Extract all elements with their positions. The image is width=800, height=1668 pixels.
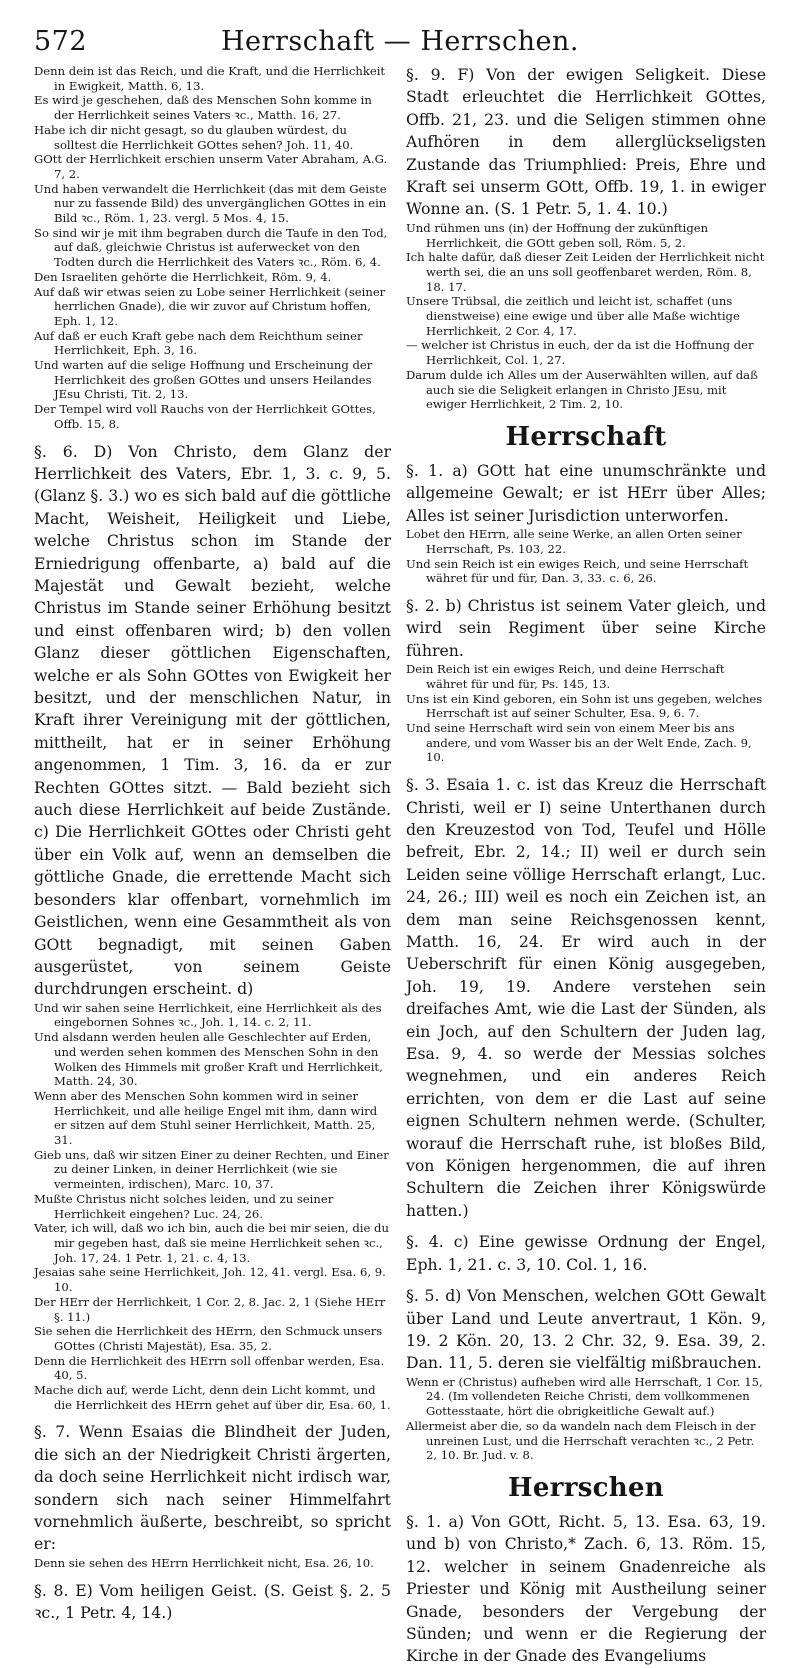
section-heading: Herrschen [507,1472,665,1503]
scripture-quote: Und seine Herrschaft wird sein von einem Meer bis ans andere, und vom Wasser bis an der Welt Ende, Zach. 9, 10. [406,721,752,765]
scripture-quote: Den Israeliten gehörte die Herrlichkeit, Röm. 9, 4. [34,269,332,284]
scripture-quote: Und alsdann werden heulen alle Geschlechter auf Erden, und werden sehen kommen des Menschen Sohn in den Wolken des Himmels mit großer Kraft und Herrlichkeit, Matth. 24, 30. [34,1030,383,1089]
left-column [34,64,391,1668]
section-paragraph: §. 7. Wenn Esaias die Blindheit der Juden, die sich an der Niedrigkeit Christi ärgerten, da doch seine Herrlichkeit nicht irdisch war, sondern sich nach seiner Himmelfahrt vornehmlich äußerte, beschreibt, so spricht er: [34,1422,391,1554]
scripture-quote: Allermeist aber die, so da wandeln nach dem Fleisch in der unreinen Lust, und die Herrschaft verachten ꝛc., 2 Petr. 2, 10. Br. Jud. v. 8. [406,1418,756,1463]
scripture-quote: Und wir sahen seine Herrlichkeit, eine Herrlichkeit als des eingebornen Sohnes ꝛc., Joh. 1, 14. c. 2, 11. [34,1000,382,1030]
scripture-quote: Ich halte dafür, daß dieser Zeit Leiden der Herrlichkeit nicht werth sei, die an uns soll geoffenbaret werden, Röm. 8, 18. 17. [406,250,765,294]
scripture-quote: Der HErr der Herrlichkeit, 1 Cor. 2, 8. Jac. 2, 1 (Siehe HErr §. 11.) [34,1294,386,1324]
right-column [406,64,766,1668]
scripture-quote: Dein Reich ist ein ewiges Reich, und deine Herrschaft währet für und für, Ps. 145, 13. [406,662,725,691]
spacer [406,1276,766,1285]
spacer [34,432,391,441]
scripture-quote: Lobet den HErrn, alle seine Werke, an allen Orten seiner Herrschaft, Ps. 103, 22. [406,527,742,556]
spacer [34,1571,391,1580]
scripture-quote: Mache dich auf, werde Licht, denn dein Licht kommt, und die Herrlichkeit des HErrn gehet auf über dir, Esa. 60, 1. [34,1383,391,1412]
scripture-quote: Auf daß wir etwas seien zu Lobe seiner Herrlichkeit (seiner herrlichen Gnade), die wir zuvor auf Christum hoffen, Eph. 1, 12. [34,284,386,328]
section-paragraph: §. 8. E) Vom heiligen Geist. (S. Geist §. 2. 5 ꝛc., 1 Petr. 4, 14.) [34,1580,391,1622]
section-paragraph: §. 6. D) Von Christo, dem Glanz der Herrlichkeit des Vaters, Ebr. 1, 3. c. 9, 5. (Glanz §. 3.) wo es sich bald auf die göttliche Macht, Weisheit, Heiligkeit und Liebe, welche Christus schon im Stande der Erniedrigung offenbarte, a) bald auf die Majestät und Gewalt bezieht, welche Christus im Stande seiner Erhöhung besitzt und einst offenbaren wird; b) den vollen Glanz dieser göttlichen Eigenschaften, welche er als Sohn GOttes von Ewigkeit her besitzt, und der menschlichen Natur, in Kraft ihrer Vereinigung mit der göttlichen, mittheilt, hat er in seiner Erhöhung angenommen, 1 Tim. 3, 16. da er zur Rechten GOttes sitzt. — Bald bezieht sich auch diese Herrlichkeit auf beide Zustände. c) Die Herrlichkeit GOttes oder Christi geht über ein Volk auf, wenn an demselben die göttliche Gnade, die errettende Macht sich besonders klar offenbart, vornehmlich im Geistlichen, wenn eine Gesammtheit als von GOtt begnadigt, mit seinen Gaben ausgerüstet, von seinem Geiste durchdrungen erscheint. d) [34,441,391,999]
scripture-quote: Und rühmen uns (in) der Hoffnung der zukünftigen Herrlichkeit, die GOtt geben soll, Röm. 5, 2. [406,220,709,250]
scripture-quote: Darum dulde ich Alles um der Auserwählten willen, auf daß auch sie die Seligkeit erlangen in Christo JEsu, mit ewiger Herrlichkeit, 2 Tim. 2, 10. [406,367,758,412]
scripture-quote: Wenn er (Christus) aufheben wird alle Herrschaft, 1 Cor. 15, 24. (Im vollendeten Reiche Christi, dem vollkommenen Gottesstaate, hört die obrigkeitliche Gewalt auf.) [406,1374,763,1419]
section-paragraph: §. 1. a) GOtt hat eine unumschränkte und allgemeine Gewalt; er ist HErr über Alles; Alles ist seiner Jurisdiction unterworfen. [406,460,766,525]
scripture-quote: — welcher ist Christus in euch, der da ist die Hoffnung der Herrlichkeit, Col. 1, 27. [406,338,754,368]
scripture-quote: Vater, ich will, daß wo ich bin, auch die bei mir seien, die du mir gegeben hast, daß sie meine Herrlichkeit sehen ꝛc., Joh. 17, 24. 1 Petr. 1, 21. c. 4, 13. [34,1221,389,1265]
scripture-quote: So sind wir je mit ihm begraben durch die Taufe in den Tod, auf daß, gleichwie Christus ist auferwecket von den Todten durch die Herrlichkeit des Vaters ꝛc., Röm. 6, 4. [34,225,388,270]
scripture-quote: Es wird je geschehen, daß des Menschen Sohn komme in der Herrlichkeit seines Vaters ꝛc., Matth. 16, 27. [34,93,372,123]
section-paragraph: §. 1. a) Von GOtt, Richt. 5, 13. Esa. 63, 19. und b) von Christo,* Zach. 6, 13. Röm. 15, 12. welcher in seinem Gnadenreiche als Priester und König mit Austheilung seiner Gnade, besonders der Vergebung der Sünden; und wenn er die Regierung der Kirche in der Gnade des Evangeliums [406,1511,766,1666]
scripture-quote: Habe ich dir nicht gesagt, so du glauben würdest, du solltest die Herrlichkeit GOttes sehen? Joh. 11, 40. [34,122,354,152]
text-columns [34,64,766,1668]
scripture-quote: Und haben verwandelt die Herrlichkeit (das mit dem Geiste nur zu fassende Bild) des unvergänglichen GOttes in ein Bild ꝛc., Röm. 1, 23. vergl. 5 Mos. 4, 15. [34,181,387,226]
section-paragraph: §. 9. F) Von der ewigen Seligkeit. Diese Stadt erleuchtet die Herrlichkeit GOttes, Offb. 21, 23. und die Seligen stimmen ohne Aufhören in dem allerglückseligsten Zustande das Triumphlied: Preis, Ehre und Kraft sei unserm GOtt, Offb. 19, 1. in ewiger Wonne an. (S. 1 Petr. 5, 1. 4. 10.) [406,65,766,219]
scripture-quote: Denn dein ist das Reich, und die Kraft, und die Herrlichkeit in Ewigkeit, Matth. 6, 13. [34,64,386,93]
running-head: Herrschaft — Herrschen. [221,26,579,57]
scripture-quote: Unsere Trübsal, die zeitlich und leicht ist, schaffet (uns dienstweise) eine ewige und über alle Maße wichtige Herrlichkeit, 2 Cor. 4, 17. [406,294,740,338]
section-paragraph: §. 4. c) Eine gewisse Ordnung der Engel, Eph. 1, 21. c. 3, 10. Col. 1, 16. [406,1232,766,1274]
scripture-quote: Uns ist ein Kind geboren, ein Sohn ist uns gegeben, welches Herrschaft ist auf seiner Schulter, Esa. 9, 6. 7. [406,691,763,721]
spacer [406,765,766,774]
spacer [406,586,766,595]
page-number: 572 [34,26,88,57]
scripture-quote: Jesaias sahe seine Herrlichkeit, Joh. 12, 41. vergl. Esa. 6, 9. 10. [34,1265,386,1295]
section-paragraph: §. 5. d) Von Menschen, welchen GOtt Gewalt über Land und Leute anvertraut, 1 Kön. 9, 19. 2 Kön. 20, 13. 2 Chr. 32, 9. Esa. 39, 2. Dan. 11, 5. deren sie vielfältig mißbrauchen. [406,1286,766,1373]
section-paragraph: §. 3. Esaia 1. c. ist das Kreuz die Herrschaft Christi, weil er I) seine Unterthanen durch den Kreuzestod von Tod, Teufel und Hölle befreit, Ebr. 2, 14.; II) weil er durch sein Leiden seine völlige Herrschaft erlangt, Luc. 24, 26.; III) weil es noch ein Zeichen ist, an dem man seine Reichsgenossen kennt, Matth. 16, 24. Er wird auch in der Ueberschrift für einen König ausgegeben, Joh. 19, 19. Andere verstehen sein dreifaches Amt, wie die Last der Sünden, als ein Joch, auf den Schultern der Juden lag, Esa. 9, 4. so werde der Messias solches wegnehmen, und ein anderes Reich errichten, von dem er die Last auf seine eignen Schultern nehmen werde. (Schulter, worauf die Herrschaft ruhe, ist bloßes Bild, von Königen hergenommen, die auf ihren Schultern die Zeichen ihrer Königswürde hatten.) [406,775,766,1220]
scripture-quote: Denn die Herrlichkeit des HErrn soll offenbar werden, Esa. 40, 5. [34,1353,385,1383]
spacer [34,1412,391,1421]
scripture-quote: Und sein Reich ist ein ewiges Reich, und seine Herrschaft währet für und für, Dan. 3, 33. c. 6, 26. [406,556,749,586]
spacer [406,1222,766,1231]
page-header [34,0,766,64]
section-paragraph: §. 2. b) Christus ist seinem Vater gleich, und wird sein Regiment über seine Kirche führen. [406,596,766,660]
scripture-quote: Denn sie sehen des HErrn Herrlichkeit nicht, Esa. 26, 10. [34,1555,374,1570]
scripture-quote: Auf daß er euch Kraft gebe nach dem Reichthum seiner Herrlichkeit, Eph. 3, 16. [34,328,363,358]
scripture-quote: Mußte Christus nicht solches leiden, und zu seiner Herrlichkeit eingehen? Luc. 24, 26. [34,1191,334,1221]
scripture-quote: Gieb uns, daß wir sitzen Einer zu deiner Rechten, und Einer zu deiner Linken, in deiner Herrlichkeit (wie sie vermeinten, irdischen), Marc. 10, 37. [34,1147,389,1192]
scripture-quote: GOtt der Herrlichkeit erschien unserm Vater Abraham, A.G. 7, 2. [34,152,388,181]
scripture-quote: Sie sehen die Herrlichkeit des HErrn, den Schmuck unsers GOttes (Christi Majestät), Esa. 35, 2. [34,1324,383,1353]
section-heading: Herrschaft [505,421,667,452]
scripture-quote: Wenn aber des Menschen Sohn kommen wird in seiner Herrlichkeit, und alle heilige Engel mit ihm, dann wird er sitzen auf dem Stuhl seiner Herrlichkeit, Matth. 25, 31. [34,1088,378,1148]
scripture-quote: Und warten auf die selige Hoffnung und Erscheinung der Herrlichkeit des großen GOttes und unsers Heilandes JEsu Christi, Tit. 2, 13. [34,358,373,402]
scripture-quote: Der Tempel wird voll Rauchs von der Herrlichkeit GOttes, Offb. 15, 8. [34,402,376,431]
